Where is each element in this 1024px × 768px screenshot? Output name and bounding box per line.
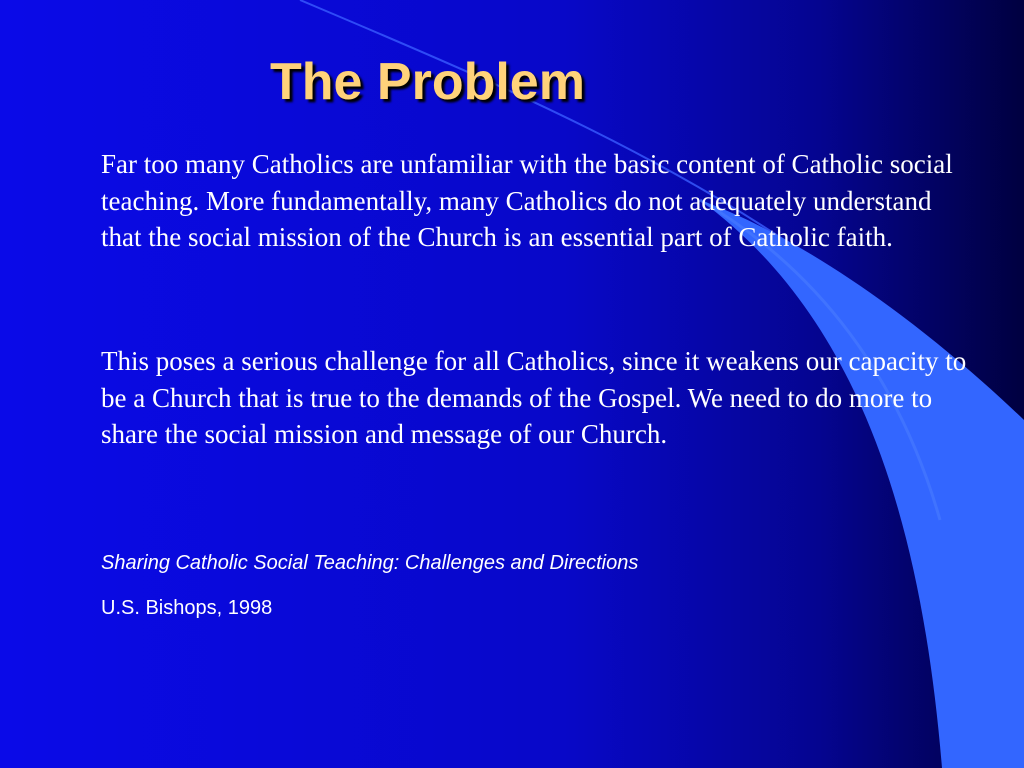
background-swoosh xyxy=(700,200,1024,768)
citation-title: Sharing Catholic Social Teaching: Challenges and Directions xyxy=(101,552,639,574)
body-paragraph-1: Far too many Catholics are unfamiliar with the basic content of Catholic social teaching. More fundamentally, many Catholics do not adequately understand that the social mission of the Church is an essential part of Catholic faith. xyxy=(101,149,953,252)
body-paragraph-2: This poses a serious challenge for all Catholics, since it weakens our capacity to be a Church that is true to the demands of the Gospel. We need to do more to share the social mission and message of our Church. xyxy=(101,346,967,449)
slide-title: The Problem xyxy=(270,53,585,111)
citation-author: U.S. Bishops, 1998 xyxy=(101,597,273,619)
